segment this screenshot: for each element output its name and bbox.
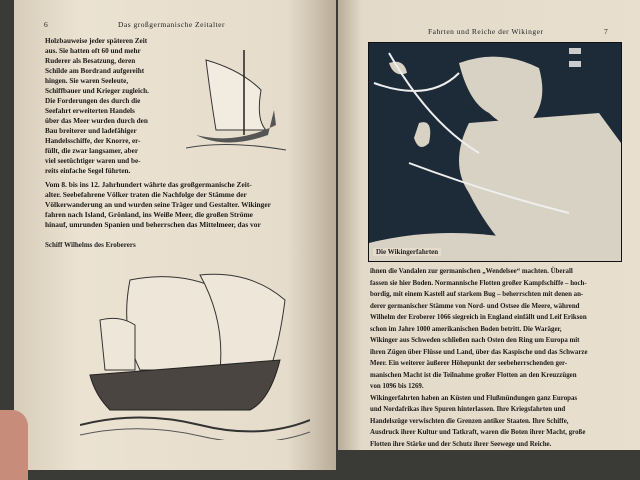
map-caption: Die Wikingerfahrten bbox=[373, 248, 441, 256]
text-line: fahren nach Island, Grönland, ins Weiße Meer, die großen Ströme bbox=[45, 210, 253, 219]
william-conqueror-ship-illustration bbox=[80, 250, 310, 440]
text-line: Ruderer als Besatzung, deren bbox=[45, 57, 136, 65]
text-line: reits einfache Segel führten. bbox=[45, 167, 131, 175]
text-line: fassen sie hier Boden. Normannische Flotten großer Kampfschiffe – hoch- bbox=[370, 279, 587, 287]
text-line: Holzbauweise jeder späteren Zeit bbox=[45, 37, 148, 45]
text-line: hingen. Sie waren Seeleute, bbox=[45, 77, 129, 85]
left-column-text bbox=[45, 36, 180, 175]
text-line: Seefahrt erweiterten Handels bbox=[45, 107, 135, 115]
text-line: Wikingerfahrten haben an Küsten und Flußmündungen ganz Europas bbox=[370, 394, 578, 402]
text-line: Völkerwanderung an und wurden seine Träger und Gestalter. Wikinger bbox=[45, 200, 271, 209]
text-line: und Nordafrikas ihre Spuren hinterlassen. Ihre Kriegsfahrten und bbox=[370, 406, 566, 413]
text-line: derer germanischer Stämme von Nord- und Ostsee die Meere, während bbox=[370, 302, 580, 310]
viking-voyages-map bbox=[368, 42, 622, 262]
text-line: ihren Zügen über Flüsse und Land, über das Kaspische und das Schwarze bbox=[370, 348, 588, 356]
text-line: über das Meer wurden durch den bbox=[45, 117, 148, 125]
text-line: Schiffbauer und Krieger zugleich. bbox=[45, 87, 149, 95]
text-line: Flotten ihre Stärke und der Schutz ihrer Seewege und Reiche. bbox=[370, 440, 552, 448]
text-line: Meer. Ein weiterer äußerer Höhepunkt der seebeherrschenden ger- bbox=[370, 360, 568, 367]
text-line: füllt, die zwar langsamer, aber bbox=[45, 147, 139, 155]
text-line: Handelsschiffe, der Knorre, er- bbox=[45, 137, 141, 145]
text-line: von 1096 bis 1269. bbox=[370, 383, 424, 390]
text-line: Ausdruck ihrer Kultur und Tatkraft, waren die Boten ihrer Macht, große bbox=[370, 429, 586, 436]
text-line: alter. Seebefahrene Völker traten die Nachfolge der Stämme der bbox=[45, 190, 247, 199]
text-line: schon im Jahre 1000 amerikanischen Boden betritt. Die Waräger, bbox=[370, 325, 562, 333]
running-head-left: Das großgermanische Zeitalter bbox=[118, 20, 225, 29]
text-line: aus. Sie hatten oft 60 und mehr bbox=[45, 47, 141, 55]
text-line: Handelszüge verwischten die Grenzen antiker Staaten. Ihre Schiffe, bbox=[370, 417, 569, 425]
text-line: Vom 8. bis ins 12. Jahrhundert währte das großgermanische Zeit- bbox=[45, 180, 252, 189]
text-line: bordig, mit einem Kastell auf starkem Bug – beherrschten mit denen an- bbox=[370, 291, 584, 298]
ship-caption: Schiff Wilhelms des Eroberers bbox=[45, 241, 136, 249]
page-number-left: 6 bbox=[44, 20, 49, 29]
left-wide-text bbox=[45, 180, 313, 229]
text-line: viel seetüchtiger waren und be- bbox=[45, 157, 141, 165]
text-line: manischen Macht ist die Teilnahme großer Flotten an den Kreuzzügen bbox=[370, 371, 577, 379]
page-number-right: 7 bbox=[604, 27, 609, 36]
text-line: ihnen die Vandalen zur germanischen „Wendelsee“ machten. Überall bbox=[370, 268, 573, 275]
text-line: Die Forderungen des durch die bbox=[45, 97, 141, 105]
running-head-right: Fahrten und Reiche der Wikinger bbox=[428, 27, 544, 36]
viking-ship-illustration bbox=[186, 50, 286, 160]
text-line: Bau breiterer und ladefähiger bbox=[45, 127, 137, 135]
text-line: Schilde am Bordrand aufgereiht bbox=[45, 67, 145, 75]
text-line: Wikinger aus Schweden schließen nach Osten den Ring um Europa mit bbox=[370, 337, 580, 344]
text-line: Wilhelm der Eroberer 1066 siegreich in England einfällt und Leif Erikson bbox=[370, 314, 587, 321]
text-line: hinauf, umrunden Spanien und beherrschen das Mittelmeer, das vor bbox=[45, 220, 261, 229]
thumb bbox=[0, 410, 28, 480]
right-page-text bbox=[370, 266, 626, 448]
